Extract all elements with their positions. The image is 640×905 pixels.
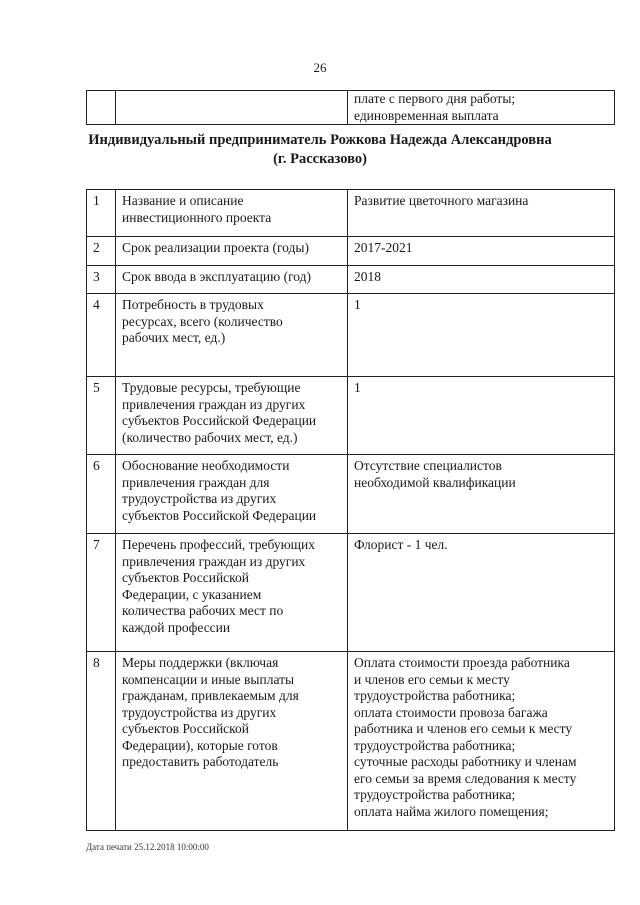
table-row: [87, 237, 615, 266]
table-row: [87, 377, 615, 455]
row-value: Отсутствие специалистов необходимой квалификации: [348, 455, 615, 534]
heading-line-1: Индивидуальный предприниматель Рожкова Надежда Александровна: [88, 132, 552, 148]
row-value: 1: [348, 377, 615, 455]
table-row: [87, 294, 615, 377]
continuation-table: [86, 90, 615, 125]
row-value: Флорист - 1 чел.: [348, 534, 615, 652]
row-number: 8: [87, 652, 116, 831]
row-number: 7: [87, 534, 116, 652]
row-label: Обоснование необходимости привлечения граждан для трудоустройства из других субъектов Российской Федерации: [116, 455, 348, 534]
row-label: Потребность в трудовых ресурсах, всего (количество рабочих мест, ед.): [116, 294, 348, 377]
row-label: Срок ввода в эксплуатацию (год): [116, 266, 348, 294]
row-label: [116, 91, 348, 125]
row-number: 1: [87, 190, 116, 237]
print-date-footer: Дата печати 25.12.2018 10:00:00: [86, 842, 209, 852]
row-label: Название и описание инвестиционного проекта: [116, 190, 348, 237]
table-row: [87, 534, 615, 652]
row-label: Трудовые ресурсы, требующие привлечения граждан из других субъектов Российской Федерации (количество рабочих мест, ед.): [116, 377, 348, 455]
row-number: [87, 91, 116, 125]
table-row: [87, 455, 615, 534]
row-label: Меры поддержки (включая компенсации и иные выплаты гражданам, привлекаемым для трудоустройства из других субъектов Российской Федерации), которые готов предоставить работодатель: [116, 652, 348, 831]
table-row: [87, 91, 615, 125]
page-number: 26: [313, 60, 327, 75]
row-number: 4: [87, 294, 116, 377]
row-label: Перечень профессий, требующих привлечения граждан из других субъектов Российской Федерации, с указанием количества рабочих мест по каждой профессии: [116, 534, 348, 652]
table-row: [87, 266, 615, 294]
table-row: [87, 652, 615, 831]
table-row: [87, 190, 615, 237]
row-value: плате с первого дня работы; единовременная выплата: [348, 91, 615, 125]
row-value: Развитие цветочного магазина: [348, 190, 615, 237]
row-value: Оплата стоимости проезда работника и членов его семьи к месту трудоустройства работника; оплата стоимости провоза багажа работника и членов его семьи к месту трудоустройства работника; суточные расходы работнику и членам его семьи за время следования к месту трудоустройства работника; оплата найма жилого помещения;: [348, 652, 615, 831]
row-value: 2018: [348, 266, 615, 294]
row-value: 1: [348, 294, 615, 377]
project-table: [86, 189, 615, 831]
row-number: 5: [87, 377, 116, 455]
row-number: 6: [87, 455, 116, 534]
row-number: 3: [87, 266, 116, 294]
row-label: Срок реализации проекта (годы): [116, 237, 348, 266]
section-heading: [40, 131, 600, 169]
heading-line-2: (г. Рассказово): [273, 151, 367, 167]
row-number: 2: [87, 237, 116, 266]
row-value: 2017-2021: [348, 237, 615, 266]
